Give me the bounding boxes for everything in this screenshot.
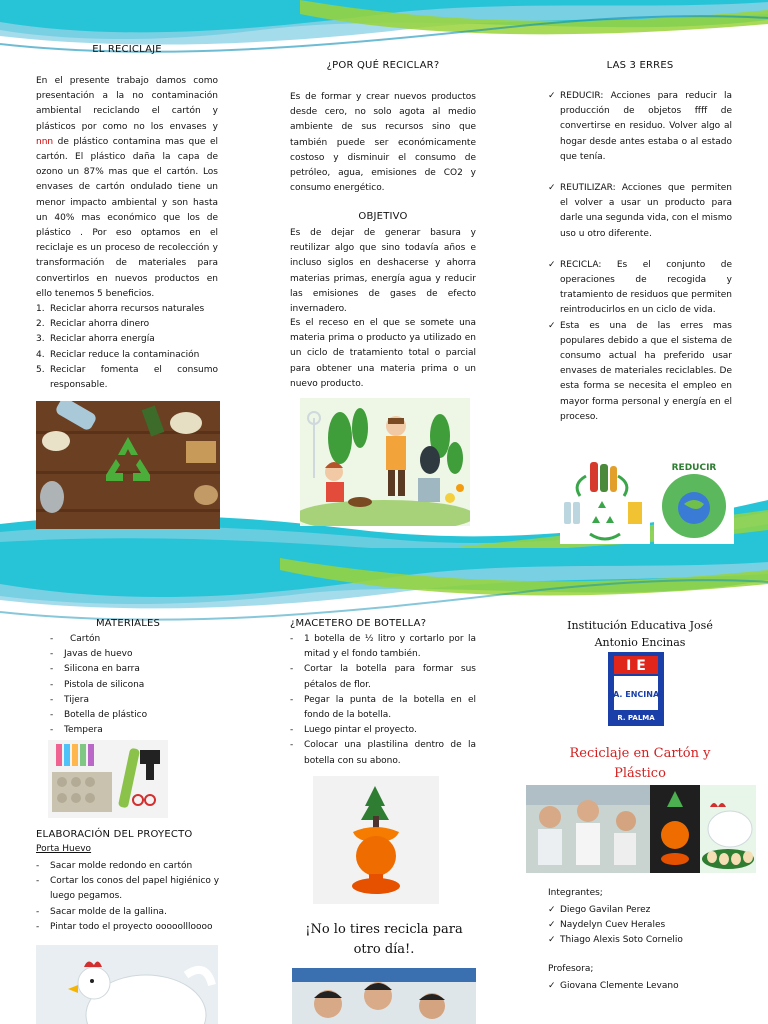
erres-list (548, 89, 732, 425)
list-item: ✓ Diego Gavilan Perez (548, 905, 651, 915)
list-item: - Cortar los conos del papel higiénico y luego pegamos. (36, 876, 220, 902)
hen-photo-cover (700, 785, 756, 873)
list-item: - Tempera (50, 725, 103, 736)
list-item: - 1 botella de ½ litro y cortarlo por la mitad y el fondo también. (290, 634, 476, 660)
planter-photo-cover (650, 785, 700, 873)
macetero-steps (290, 632, 476, 769)
elaboracion-steps (36, 859, 222, 935)
reciclaje-paragraph: En el presente trabajo damos como presentación a la no contaminación ambiental reciclando el cartón y plásticos por como no los envases y nnn de plástico contamina mas que el cartón. El plástico daña la capa de ozono un 87% mas que el cartón. Los envases de cartón ondulado tiene un menor impacto ambiental y son hasta un 40% mas económico que los de plástico . Por eso optamos en el reciclaje es un proceso de recolección y transformación de materiales para convertirlos en nuevos productos en ello tenemos 5 beneficios. (36, 76, 218, 299)
reducir-badge-label: REDUCIR (671, 463, 717, 473)
students-photo-cover (526, 785, 650, 873)
list-item: - Luego pintar el proyecto. (290, 725, 417, 736)
list-item-popular: ✓ Esta es una de las erres mas populares debido a que el sistema de consumo actual ha preferido usar envases de materiales reciclables. De esta forma se necesita el empleo en mayor forma personal y energía en el proceso. (548, 320, 732, 422)
profesora-list (548, 979, 738, 994)
list-item: 3. Reciclar ahorra energía (36, 334, 155, 345)
objetivo-paragraph-1: Es de dejar de generar basura y reutilizar algo que sino todavía años e incluso siglos en deshacerse y ahorra materias primas, energía agua y reducir las emisiones de gases de efecto invernadero. (290, 228, 476, 315)
list-item: - Sacar molde de la gallina. (36, 906, 167, 917)
logo-mid-text: J.A. ENCINAS (608, 690, 664, 699)
kids-planting-illustration (300, 398, 470, 526)
list-item-reducir: ✓ REDUCIR: Acciones para reducir la producción de objetos ffff de convertirse en residuo. Volver algo al hogar desde antes estaba o al estado que tenía. (548, 91, 732, 162)
list-item: - Pistola de silicona (50, 679, 145, 690)
list-item: 1. Reciclar ahorra recursos naturales (36, 304, 205, 314)
list-item: ✓ Giovana Clemente Levano (548, 981, 679, 991)
profesora-label: Profesora; (548, 964, 594, 974)
objetivo-title: OBJETIVO (358, 211, 408, 222)
materiales-list (50, 632, 220, 738)
porta-huevo-subtitle: Porta Huevo (36, 844, 92, 854)
porque-paragraph: Es de formar y crear nuevos productos desde cero, no solo agota al medio ambiente de sus recursos sino que también puede ser económicamente costoso y disminuir el consumo de petróleo, agua, emisiones de CO2 y consumo energético. (290, 92, 476, 194)
students-photo-bottom (292, 968, 476, 1024)
school-logo (608, 652, 664, 726)
list-item: - Pintar todo el proyecto ooooollloooo (36, 921, 213, 932)
project-title: Reciclaje en Cartón y Plástico (569, 746, 711, 781)
objetivo-paragraph-2: Es el receso en el que se somete una materia prima o producto ya utilizado en un ciclo de tratamiento total o parcial para obtener una materia prima o un nuevo producto. (290, 318, 476, 389)
recycling-materials-photo (36, 401, 220, 529)
list-item: 5. Reciclar fomenta el consumo responsable. (36, 364, 218, 391)
recycling-bottles-illustration (560, 458, 650, 544)
elaboracion-title: ELABORACIÓN DEL PROYECTO (36, 829, 193, 840)
reciclaje-title: EL RECICLAJE (92, 44, 162, 55)
erres-title: LAS 3 ERRES (606, 60, 674, 71)
list-item: ✓ Naydelyn Cuev Herales (548, 920, 666, 931)
list-item-reutilizar: ✓ REUTILIZAR: Acciones que permiten el volver a usar un producto para darle una segunda vida, con el mismo uso u otro diferente. (548, 183, 732, 239)
reducir-badge-illustration (654, 458, 734, 544)
integrantes-list (548, 903, 738, 949)
list-item-recicla: ✓ RECICLA: Es el conjunto de operaciones de recogida y tratamiento de residuos que permiten reintroducirlos en un ciclo de vida. (548, 259, 732, 316)
list-item: 4. Reciclar reduce la contaminación (36, 349, 200, 360)
list-item: - Cartón (50, 634, 101, 644)
materiales-title: MATERIALES (95, 618, 161, 629)
list-item: - Tijera (50, 694, 89, 705)
benefits-list (36, 302, 218, 393)
list-item: - Pegar la punta de la botella en el fondo de la botella. (290, 694, 476, 721)
hen-egg-holder-photo (36, 945, 218, 1024)
list-item: - Silicona en barra (50, 664, 140, 675)
slogan: ¡No lo tires recicla para otro día!. (305, 922, 463, 957)
list-item: - Sacar molde redondo en cartón (36, 861, 193, 871)
list-item: ✓ Thiago Alexis Soto Cornelio (548, 935, 683, 946)
institution-name: Institución Educativa José Antonio Encinas (567, 619, 713, 649)
macetero-title: ¿MACETERO DE BOTELLA? (290, 618, 427, 629)
list-item: - Colocar una plastilina dentro de la botella con su abono. (290, 740, 476, 766)
list-item: - Botella de plástico (50, 710, 148, 721)
porque-title: ¿POR QUÉ RECICLAR? (326, 60, 440, 71)
materials-photo (48, 740, 168, 818)
logo-top-text: I E (626, 658, 646, 674)
integrantes-label: Integrantes; (548, 888, 603, 898)
list-item: 2. Reciclar ahorra dinero (36, 319, 150, 330)
bottle-planter-photo (313, 776, 439, 904)
logo-bottom-text: R. PALMA (617, 714, 655, 722)
list-item: - Javas de huevo (50, 649, 133, 660)
list-item: - Cortar la botella para formar sus pétalos de flor. (290, 664, 476, 690)
